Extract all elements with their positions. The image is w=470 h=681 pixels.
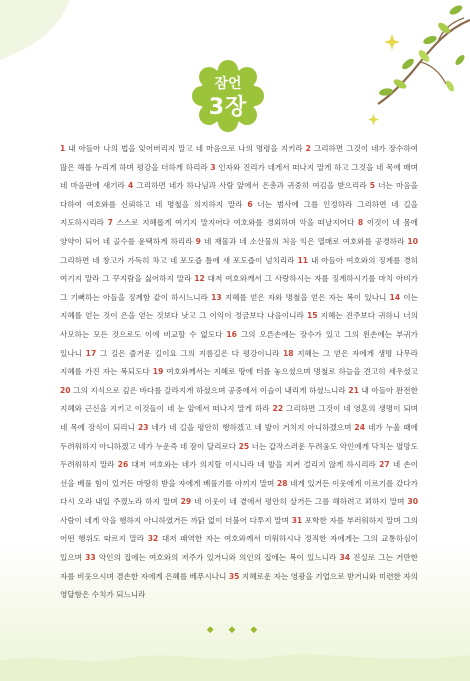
verse-number: 25	[238, 441, 250, 451]
verse-text: 이것이 네 몸에 양약이 되어 네 골수를 윤택하게 하리라	[60, 218, 418, 246]
verse-text: 지혜는 그 얻은 자에게 생명 나무라 지혜를 가진 자는 복되도다	[60, 348, 419, 377]
decorative-corner-blob	[0, 0, 90, 90]
verse-number: 15	[306, 311, 318, 321]
verse-number: 26	[117, 460, 129, 470]
verse-text: 너는 범사에 그를 인정하라 그리하면 네 길을 지도하시리라	[60, 199, 418, 228]
verse-number: 34	[339, 553, 351, 563]
footer-ornament: ◆ ◆ ◆	[206, 625, 264, 635]
book-title: 잠언	[214, 76, 242, 92]
verse-text: 내 아들아 여호와의 징계를 경히 여기지 말라 그 꾸지람을 싫어하지 말라	[60, 255, 418, 284]
verse-number: 32	[147, 534, 159, 544]
verse-number: 9	[195, 236, 201, 246]
verse-number: 13	[211, 292, 222, 302]
verse-number: 21	[348, 385, 359, 395]
verse-number: 23	[137, 422, 149, 432]
verse-number: 17	[85, 348, 97, 358]
verse-number: 35	[228, 571, 240, 581]
tree-branch-illustration	[360, 0, 470, 130]
verse-text: 그 길은 즐거운 길이요 그의 지름길은 다 평강이니라	[99, 348, 280, 358]
verse-text: 네 손이 선을 베풀 힘이 있거든 마땅히 받을 자에게 베풀기를 아끼지 말며	[60, 460, 418, 488]
verse-text: 내 아들아 나의 법을 잊어버리지 말고 네 마음으로 나의 명령을 지키라	[68, 144, 303, 153]
verse-text: 그리하면 그것이 네 영혼의 생명이 되며 네 목에 장식이 되리니	[60, 404, 418, 432]
verse-number: 12	[194, 274, 205, 284]
verse-text: 내 아들아 완전한 지혜와 근신을 지키고 이것들이 네 눈 앞에서 떠나지 말게 하라	[60, 385, 418, 414]
verse-number: 18	[282, 348, 294, 358]
verse-number: 22	[272, 404, 284, 414]
verse-number: 28	[276, 478, 288, 488]
chapter-text	[60, 140, 418, 605]
verse-text: 악인의 집에는 여호와의 저주가 있거니와 의인의 집에는 복이 있느니라	[98, 553, 337, 563]
verse-text: 대저 여호와는 네가 의지할 이시니라 네 발을 지켜 걸리지 않게 하시리라	[131, 460, 376, 470]
verse-number: 14	[389, 292, 401, 302]
verse-text: 스스로 지혜롭게 여기지 말지어다 여호와를 경외하며 악을 떠날지어다	[116, 218, 355, 228]
verse-number: 20	[60, 385, 71, 395]
verse-text: 그리하면 네가 하나님과 사람 앞에서 은총과 귀중히 여김을 받으리라	[136, 181, 367, 191]
verse-text: 그의 오른손에는 장수가 있고 그의 왼손에는 부귀가 있나니	[60, 329, 418, 358]
verse-number: 5	[369, 181, 376, 191]
verse-number: 4	[128, 181, 134, 191]
verse-text: 네가 누울 때에 두려워하지 아니하겠고 네가 누운즉 네 잠이 달리로다	[60, 422, 418, 451]
verse-text: 이는 지혜를 얻는 것이 은을 얻는 것보다 낫고 그 이익이 정금보다 나음이니라	[60, 292, 418, 321]
verse-text: 대저 패역한 자는 여호와께서 미워하시나 정직한 자에게는 그의 교통하심이 있으며	[60, 534, 418, 563]
verse-number: 27	[379, 460, 390, 470]
verse-text: 사람이 네게 악을 행하지 아니하였거든 까닭 없이 더불어 다투지 말며	[60, 515, 289, 525]
verse-text: 지혜를 얻은 자와 명철을 얻은 자는 복이 있나니	[224, 292, 387, 302]
verse-number: 29	[180, 497, 192, 507]
verse-text: 대저 여호와께서 그 사랑하시는 자를 징계하시기를 마치 아비가 그 기뻐하는 아들을 징계함 같이 하시느니라	[60, 274, 418, 302]
verse-number: 24	[354, 422, 365, 432]
verse-text: 지혜로운 자는 영광을 기업으로 받거니와 미련한 자의 영달함은 수치가 되느니라	[60, 571, 418, 600]
verse-number: 33	[85, 553, 96, 563]
verse-text: 그리하면 그것이 네가 장수하여 많은 해를 누리게 하며 평강을 더하게 하리라	[60, 144, 418, 172]
verse-text: 너는 마음을 다하여 여호와를 신뢰하고 네 명철을 의지하지 말라	[60, 181, 418, 209]
verse-number: 31	[291, 515, 303, 525]
verse-number: 10	[407, 236, 418, 246]
verse-number: 1	[60, 144, 66, 153]
verse-text: 그의 지식으로 깊은 바다를 갈라지게 하셨으며 공중에서 이슬이 내리게 하셨느니라	[73, 385, 346, 395]
verse-number: 3	[210, 162, 216, 172]
verse-number: 8	[357, 218, 364, 228]
chapter-label: 3장	[208, 95, 248, 120]
verse-number: 7	[107, 218, 113, 228]
verse-number: 11	[297, 255, 309, 265]
chapter-badge	[190, 60, 266, 132]
verse-text: 여호와께서는 지혜로 땅에 터를 놓으셨으며 명철로 하늘을 견고히 세우셨고	[166, 367, 418, 377]
verse-text: 지혜는 진주보다 귀하니 너의 사모하는 모든 것으로도 이에 비교할 수 없도다	[60, 311, 418, 339]
verse-number: 6	[247, 199, 253, 209]
verse-number: 2	[305, 144, 311, 153]
verse-text: 포학한 자를 부러워하지 말며 그의 어떤 행위도 따르지 말라	[60, 515, 418, 544]
verse-text: 너는 갑작스러운 두려움도 악인에게 닥치는 멸망도 두려워하지 말라	[60, 441, 418, 470]
verse-number: 30	[407, 497, 418, 507]
verse-text: 네가 네 길을 평안히 행하겠고 네 발이 거치지 아니하겠으며	[151, 422, 352, 432]
verse-number: 16	[226, 329, 237, 339]
verse-number: 19	[152, 367, 164, 377]
verse-text: 진실로 그는 거만한 자를 비웃으시며 겸손한 자에게 은혜를 베푸시나니	[60, 553, 419, 581]
verse-text: 인자와 진리가 네게서 떠나지 말게 하고 그것을 네 목에 매며 네 마음판에 새기라	[60, 162, 418, 191]
verse-text: 그리하면 네 창고가 가득히 차고 네 포도즙 틀에 새 포도즙이 넘치리라	[60, 255, 295, 265]
verse-text: 네 이웃이 네 곁에서 평안히 살거든 그를 해하려고 꾀하지 말며	[194, 497, 405, 507]
verse-text: 네게 있거든 이웃에게 이르기를 갔다가 다시 오라 내일 주겠노라 하지 말며	[60, 478, 418, 507]
verse-text: 네 재물과 네 소산물의 처음 익은 열매로 여호와를 공경하라	[203, 236, 405, 246]
